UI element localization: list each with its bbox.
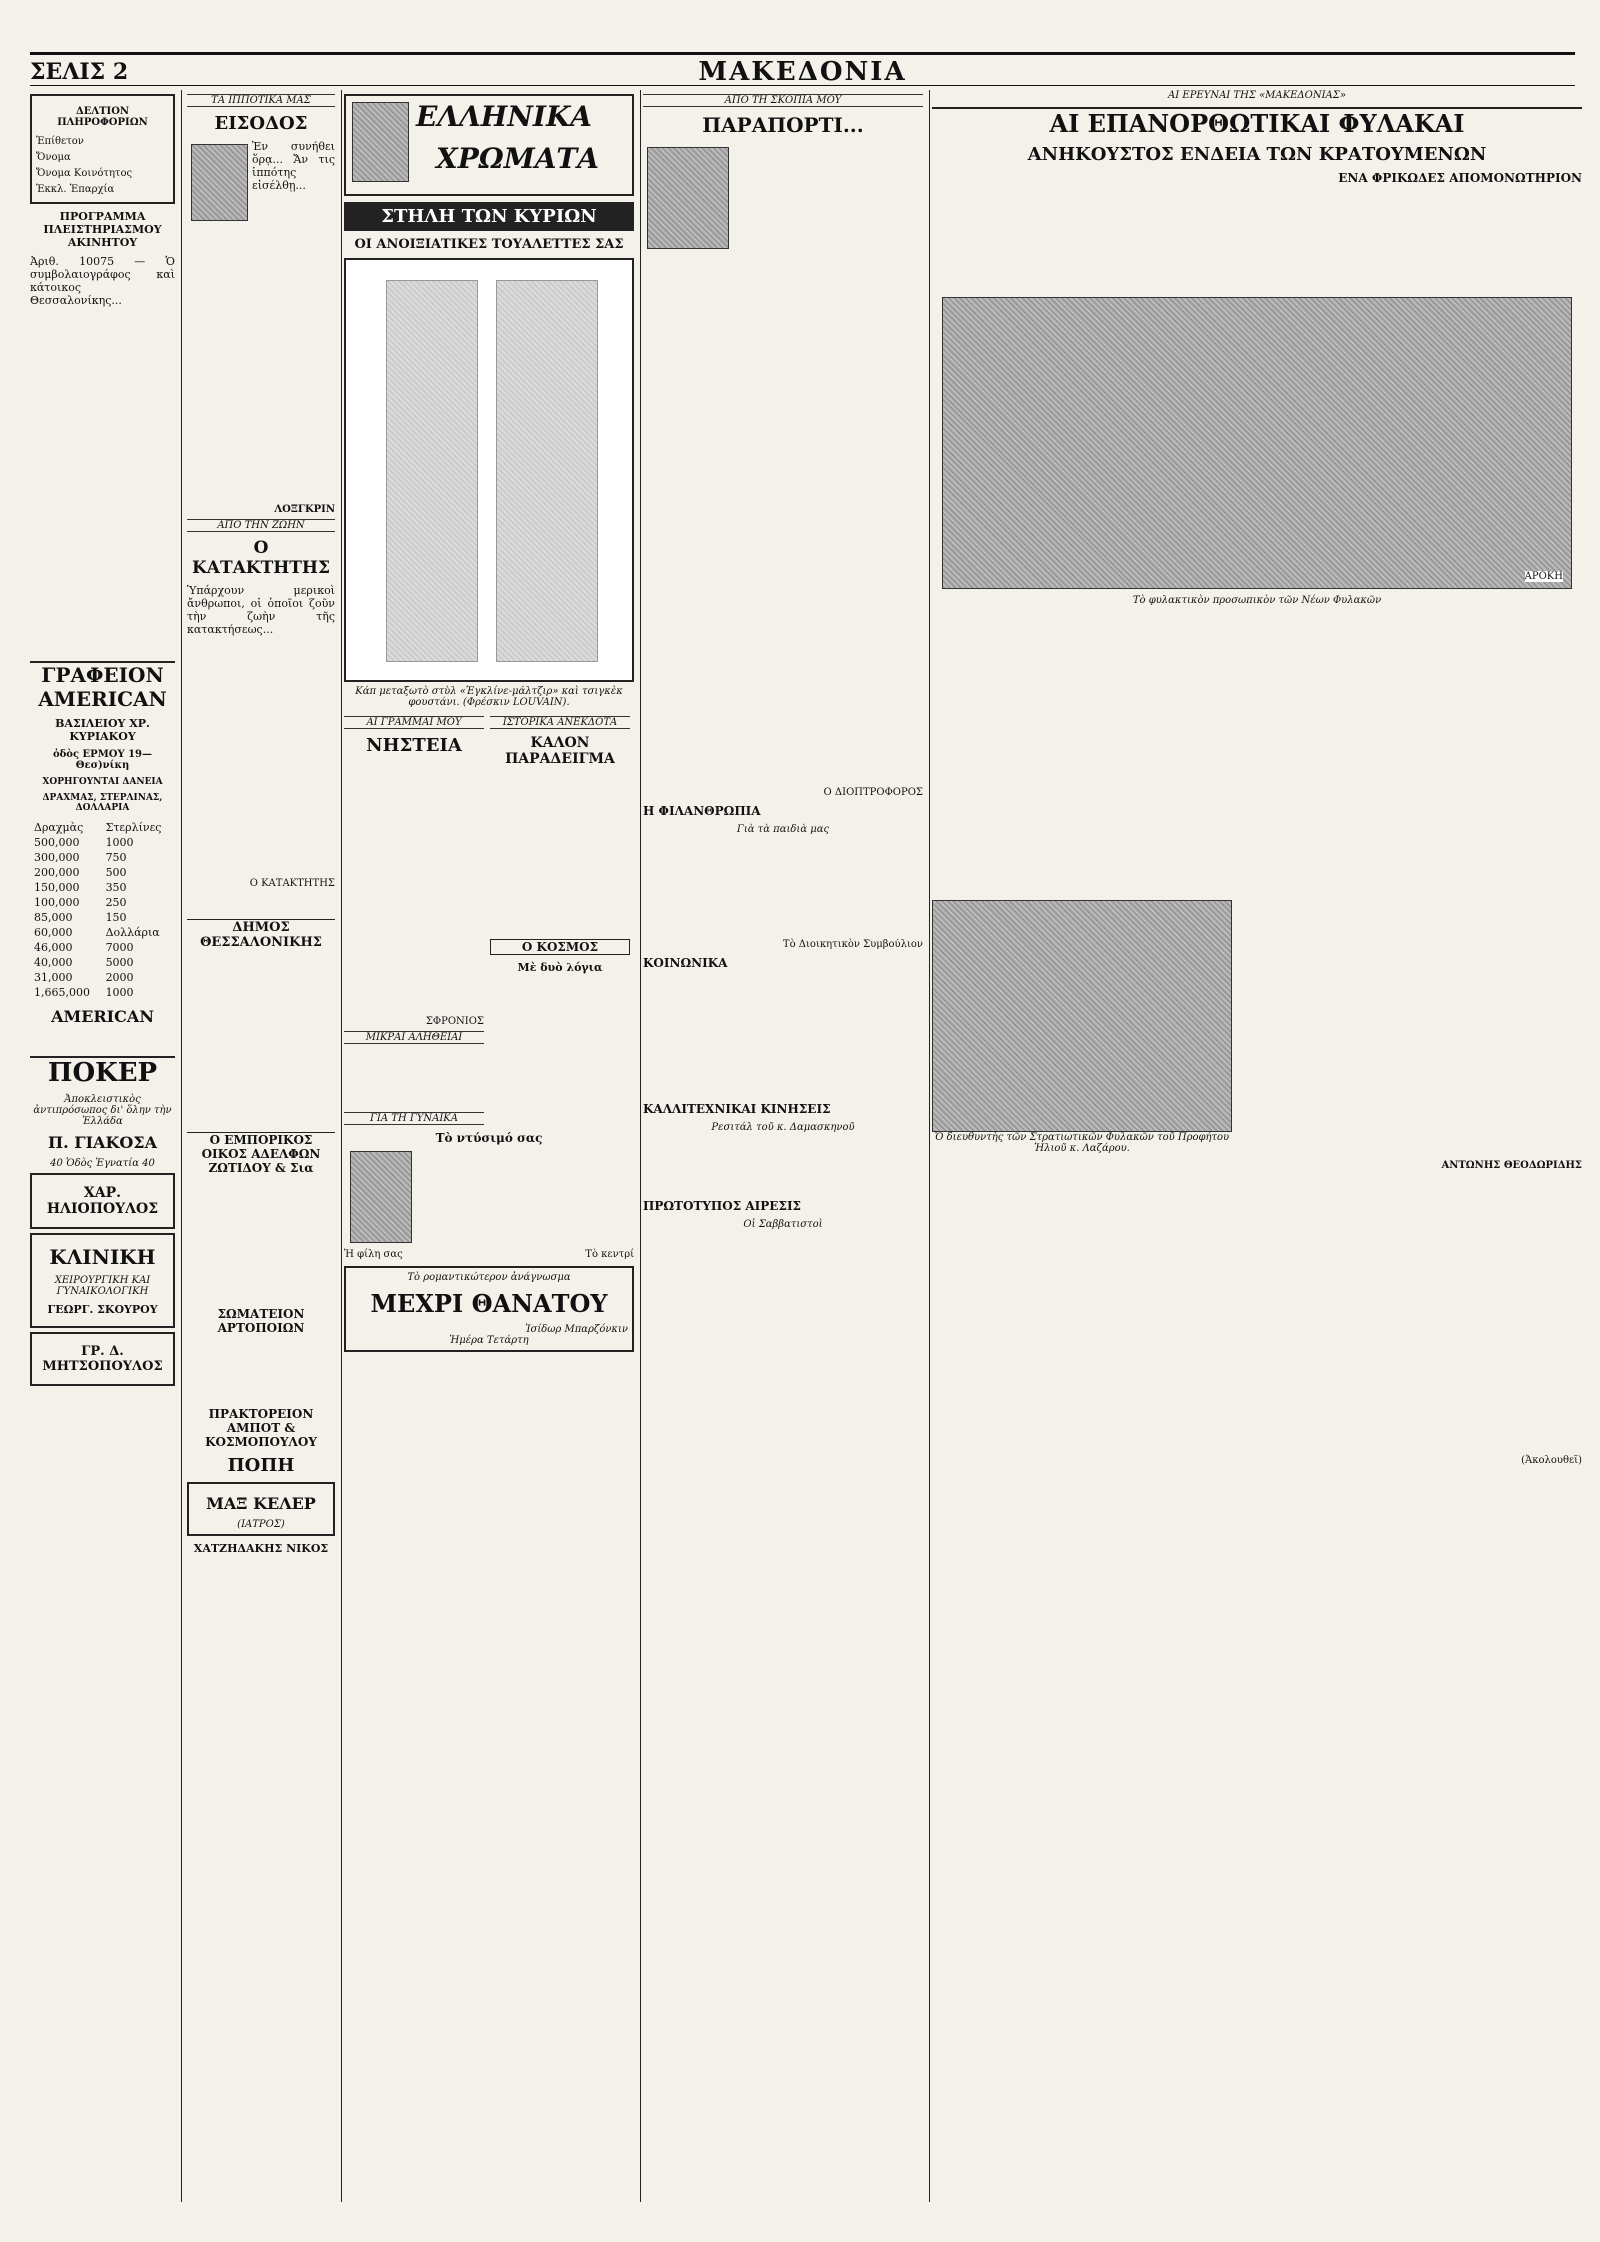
novel-header: [344, 1266, 634, 1352]
american-title: ΓΡΑΦΕΙΟΝ AMERICAN: [30, 661, 175, 711]
article-title: ΠΑΡΑΠΟΡΤΙ...: [702, 113, 864, 137]
article-subtitle: Μὲ δυὸ λόγια: [517, 961, 603, 974]
american-owner: ΒΑΣΙΛΕΙΟΥ ΧΡ. ΚΥΡΙΑΚΟΥ: [55, 717, 150, 743]
table-header: Δραχμὰς: [34, 821, 84, 834]
section-label: ΤΑ ΙΠΠΟΤΙΚΑ ΜΑΣ: [187, 94, 335, 107]
woman-portrait-image: [350, 1151, 412, 1243]
director-portrait: [932, 900, 1232, 1132]
article-title: Ο ΚΟΣΜΟΣ: [490, 939, 630, 955]
article-title: Ο ΚΑΤΑΚΤΗΤΗΣ: [191, 538, 331, 578]
section-label: ΑΠΟ ΤΗ ΣΚΟΠΙΑ ΜΟΥ: [643, 94, 923, 107]
article-title: ΔΗΜΟΣ ΘΕΣΣΑΛΟΝΙΚΗΣ: [187, 919, 335, 950]
loans-label: ΧΟΡΗΓΟΥΝΤΑΙ ΔΑΝΕΙΑ: [42, 777, 163, 787]
poker-title: ΠΟΚΕΡ: [30, 1056, 175, 1088]
article-signature: Ο ΔΙΟΠΤΡΟΦΟΡΟΣ: [823, 787, 923, 798]
american-address: ὁδὸς ΕΡΜΟΥ 19—Θεσ)νίκη: [52, 749, 153, 771]
article-title: ΕΙΣΟΔΟΣ: [214, 113, 308, 134]
article-signature: ΣΦΡΟΝΙΟΣ: [425, 1016, 484, 1027]
table-row: 300,000 750: [34, 851, 127, 864]
article-title: Τὸ ντύσιμό σας: [435, 1131, 543, 1145]
logo-top: ΕΛΛΗΝΙΚΑ: [416, 100, 592, 133]
notary-box: [30, 1332, 175, 1386]
article-subtitle: ΑΝΗΚΟΥΣΤΟΣ ΕΝΔΕΙΑ ΤΩΝ ΚΡΑΤΟΥΜΕΝΩΝ: [1027, 144, 1487, 165]
column-1: [30, 90, 182, 2202]
doctor-box: [187, 1482, 335, 1536]
clinic-subtitle: ΧΕΙΡΟΥΡΓΙΚΗ ΚΑΙ ΓΥΝΑΙΚΟΛΟΓΙΚΗ: [54, 1275, 151, 1297]
novel-title: ΜΕΧΡΙ ΘΑΝΑΤΟΥ: [370, 1289, 608, 1318]
fashion-caption: Κάπ μεταξωτὸ στὺλ «Ἐγκλίνε-μάλτζιρ» καὶ τσιγκὲκ φουστάνι. (Φρέσκιν LOUVAIN).: [355, 686, 623, 708]
article-signature: ΑΝΤΩΝΗΣ ΘΕΟΔΩΡΙΔΗΣ: [1441, 1160, 1582, 1171]
doctor-name: ΜΑΞ ΚΕΛΕΡ: [206, 1494, 316, 1513]
auction-text: Ἀριθ. 10075 — Ὁ συμβολαιογράφος καὶ κάτοικος Θεσσαλονίκης...: [30, 255, 175, 307]
table-row: 60,000 Δολλάρια: [34, 926, 160, 939]
article-subtitle: Ρεσιτάλ τοῦ κ. Δαμασκηνοῦ: [711, 1122, 855, 1133]
table-row: 100,000 250: [34, 896, 127, 909]
form-field-diocese: Ἐκκλ. Ἐπαρχία: [36, 184, 115, 195]
logo-box: [344, 94, 634, 196]
american-footer: AMERICAN: [51, 1007, 154, 1026]
table-header: Στερλίνες: [105, 821, 162, 834]
logo-bottom: ΧΡΩΜΑΤΑ: [436, 142, 599, 175]
notary-name: ΓΡ. Δ. ΜΗΤΣΟΠΟΥΛΟΣ: [42, 1344, 163, 1374]
section-label: ΑΙ ΓΡΑΜΜΑΙ ΜΟΥ: [344, 716, 484, 729]
article-subtitle: Οἱ Σαββατιστοὶ: [743, 1219, 823, 1230]
photo-label: ΑΡΟΚΗ: [1524, 571, 1563, 582]
poker-subtitle: Ἀποκλειστικὸς ἀντιπρόσωπος δι' ὅλην τὴν Ἑλλάδα: [33, 1094, 172, 1127]
fashion-illustration: [344, 258, 634, 682]
poker-name: Π. ΓΙΑΚΟΣΑ: [47, 1133, 158, 1152]
guards-photo: [942, 297, 1572, 589]
doctor-name: ΧΑΡ. ΗΛΙΟΠΟΥΛΟΣ: [46, 1185, 159, 1217]
article-title: ΚΑΛΟΝ ΠΑΡΑΔΕΙΓΜΑ: [505, 735, 615, 767]
currency-label: ΔΡΑΧΜΑΣ, ΣΤΕΡΛΙΝΑΣ, ΔΟΛΛΑΡΙΑ: [42, 793, 163, 813]
table-row: 46,000 7000: [34, 941, 134, 954]
section-label: ΓΙΑ ΤΗ ΓΥΝΑΙΚΑ: [344, 1112, 484, 1125]
auction-title: ΠΡΟΓΡΑΜΜΑ ΠΛΕΙΣΤΗΡΙΑΣΜΟΥ ΑΚΙΝΗΤΟΥ: [43, 210, 162, 249]
section-label: ΙΣΤΟΡΙΚΑ ΑΝΕΚΔΟΤΑ: [490, 716, 630, 729]
table-row: 200,000 500: [34, 866, 127, 879]
article-title: ΚΑΛΛΙΤΕΧΝΙΚΑΙ ΚΙΝΗΣΕΙΣ: [643, 1102, 831, 1116]
subtitle: ΟΙ ΑΝΟΙΞΙΑΤΙΚΕΣ ΤΟΥΑΛΕΤΤΕΣ ΣΑΣ: [354, 237, 624, 252]
column-title: ΣΤΗΛΗ ΤΩΝ ΚΥΡΙΩΝ: [344, 202, 634, 231]
article-signature: Τὸ Διοικητικὸν Συμβούλιον: [782, 939, 923, 950]
illustration-image: [191, 144, 248, 221]
page-number: ΣΕΛΙΣ 2: [30, 59, 129, 85]
article-title: ΠΡΩΤΟΤΥΠΟΣ ΑΙΡΕΣΙΣ: [643, 1199, 802, 1213]
novel-author: Ἰσίδωρ Μπαρζόνκιν: [525, 1324, 628, 1335]
article-text: Ὑπάρχουν μερικοὶ ἄνθρωποι, οἱ ὁποῖοι ζοῦν τὴν ζωὴν τῆς κατακτήσεως...: [187, 584, 335, 636]
form-field-name: Ὄνομα: [36, 152, 71, 163]
section-label: ΑΙ ΕΡΕΥΝΑΙ ΤΗΣ «ΜΑΚΕΔΟΝΙΑΣ»: [1168, 90, 1346, 101]
poker-address: 40 Ὁδὸς Ἐγνατία 40: [50, 1158, 155, 1169]
form-title: ΔΕΛΤΙΟΝ ΠΛΗΡΟΦΟΡΙΩΝ: [57, 106, 148, 128]
caricature-image: [647, 147, 729, 249]
article-signature: ΛΟΞΓΚΡΙΝ: [274, 504, 335, 515]
article-signature: Ἡ φίλη σας: [344, 1249, 403, 1260]
doctor-box: [30, 1173, 175, 1229]
clinic-title: ΚΛΙΝΙΚΗ: [49, 1245, 156, 1269]
article-title: ΣΩΜΑΤΕΙΟΝ ΑΡΤΟΠΟΙΩΝ: [217, 1307, 305, 1335]
novel-pre: Τὸ ρομαντικώτερον ἀνάγνωσμα: [407, 1272, 571, 1283]
ship-name: ΠΟΠΗ: [227, 1455, 295, 1476]
article-title: Η ΦΙΛΑΝΘΡΩΠΙΑ: [643, 804, 761, 818]
face-illustration: [352, 102, 409, 182]
article-signature: Τὸ κεντρί: [585, 1249, 634, 1260]
article-title: ΝΗΣΤΕΙΑ: [366, 735, 462, 756]
masthead: [30, 52, 1575, 86]
article-title: ΠΡΑΚΤΟΡΕΙΟΝ ΑΜΠΟΤ & ΚΟΣΜΟΠΟΥΛΟΥ: [205, 1407, 317, 1449]
table-row: 40,000 5000: [34, 956, 134, 969]
figure-left: [386, 280, 478, 662]
article-title: ΑΙ ΕΠΑΝΟΡΘΩΤΙΚΑΙ ΦΥΛΑΚΑΙ: [932, 107, 1582, 138]
table-row: 31,000 2000: [34, 971, 134, 984]
column-5: [926, 90, 1588, 2202]
table-row: 85,000 150: [34, 911, 127, 924]
doctor-title: (ΙΑΤΡΟΣ): [237, 1519, 285, 1530]
continued-note: (Ἀκολουθεῖ): [1521, 1455, 1582, 1466]
table-row: 1,665,000 1000: [34, 986, 134, 999]
article-subtitle: Γιὰ τὰ παιδιὰ μας: [736, 824, 830, 835]
form-field-surname: Ἐπίθετον: [36, 136, 84, 147]
portrait-caption: Ὁ διευθυντὴς τῶν Στρατιωτικῶν Φυλακῶν τοῦ Προφήτου Ἠλιοῦ κ. Λαζάρου.: [934, 1132, 1230, 1154]
article-signature: Ο ΚΑΤΑΚΤΗΤΗΣ: [249, 878, 335, 889]
doctor-name: ΧΑΤΖΗΔΑΚΗΣ ΝΙΚΟΣ: [193, 1542, 329, 1555]
novel-day: Ἡμέρα Τετάρτη: [449, 1335, 529, 1346]
article-title: ΚΟΙΝΩΝΙΚΑ: [643, 956, 728, 970]
photo-caption: Τὸ φυλακτικὸν προσωπικὸν τῶν Νέων Φυλακῶν: [1132, 595, 1382, 606]
table-row: 500,000 1000: [34, 836, 134, 849]
column-4: [637, 90, 930, 2202]
column-2: [181, 90, 342, 2202]
table-row: 150,000 350: [34, 881, 127, 894]
newspaper-title: ΜΑΚΕΔΟΝΙΑ: [698, 57, 907, 87]
column-3: [338, 90, 641, 2202]
info-form-box: [30, 94, 175, 204]
article-text: Ἐν συνήθει ὅρᾳ... Ἄν τις ἱππότης εἰσέλθῃ...: [252, 140, 335, 192]
article-subtitle-2: ΕΝΑ ΦΡΙΚΩΔΕΣ ΑΠΟΜΟΝΩΤΗΡΙΟΝ: [1338, 171, 1582, 185]
section-label: ΜΙΚΡΑΙ ΑΛΗΘΕΙΑΙ: [344, 1031, 484, 1044]
figure-right: [496, 280, 598, 662]
form-field-community: Ὄνομα Κοινότητος: [36, 168, 133, 179]
clinic-name: ΓΕΩΡΓ. ΣΚΟΥΡΟΥ: [47, 1303, 158, 1316]
section-label: ΑΠΟ ΤΗΝ ΖΩΗΝ: [187, 519, 335, 532]
currency-table: [30, 819, 175, 1001]
clinic-box: [30, 1233, 175, 1328]
article-title: Ο ΕΜΠΟΡΙΚΟΣ ΟΙΚΟΣ ΑΔΕΛΦΩΝ ΖΩΤΙΔΟΥ & Σια: [187, 1132, 335, 1175]
